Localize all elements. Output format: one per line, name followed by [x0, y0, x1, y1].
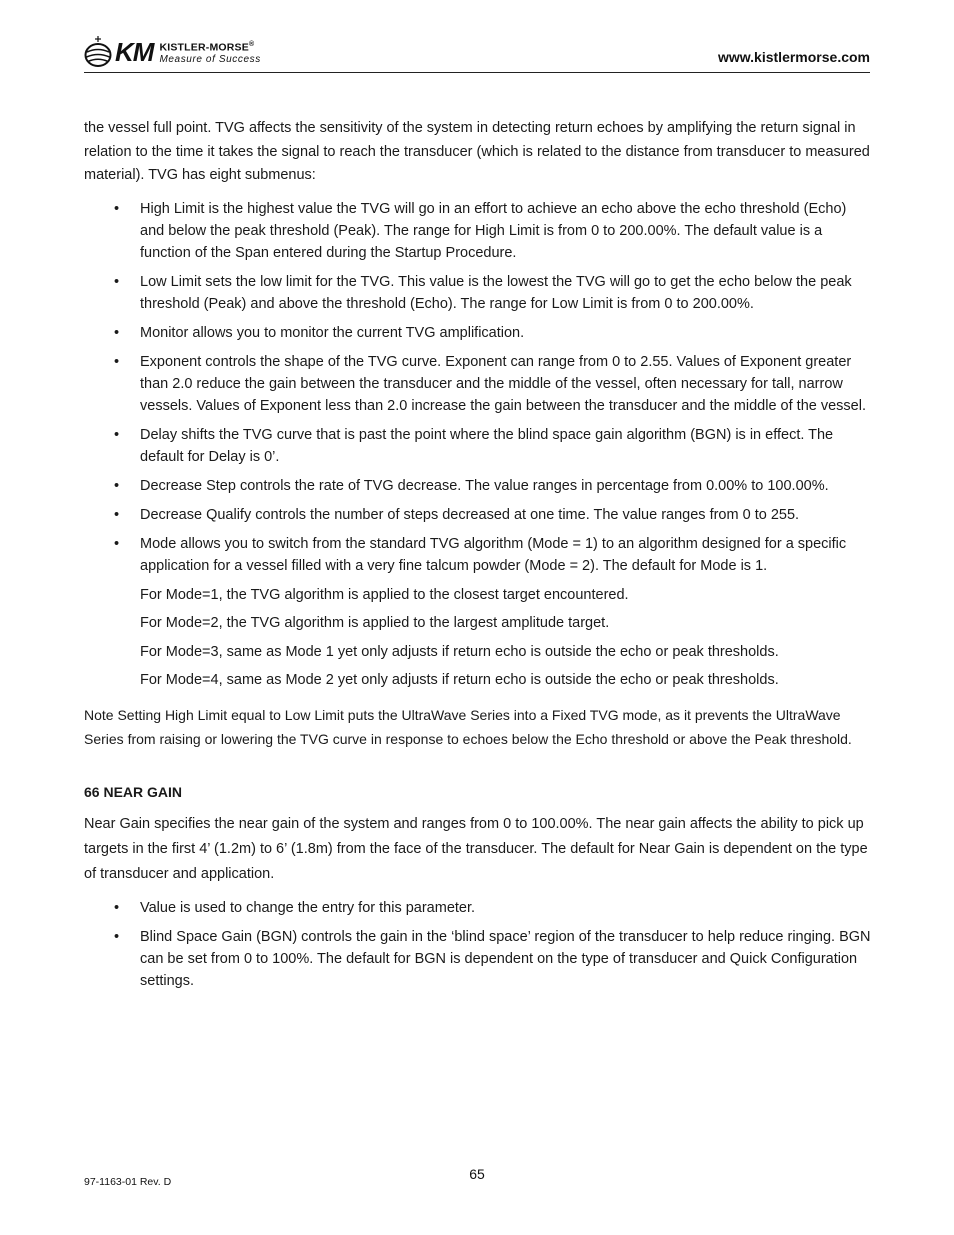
list-item: • Monitor allows you to monitor the current TVG amplification. [84, 322, 874, 344]
list-item: • Delay shifts the TVG curve that is past the point where the blind space gain algorithm (BGN) is in effect. The default for Delay is 0’. [84, 424, 874, 468]
near-gain-paragraph: Near Gain specifies the near gain of the system and ranges from 0 to 100.00%. The near gain affects the ability to pick up targets in the first 4’ (1.2m) to 6’ (1.8m) from the face of the transducer. The default for Near Gain is dependent on the type of transducer and application. [84, 816, 868, 882]
website-link[interactable]: www.kistlermorse.com [718, 49, 870, 65]
list-item: • Exponent controls the shape of the TVG curve. Exponent can range from 0 to 2.55. Values of Exponent greater than 2.0 reduce the gain between the transducer and the middle of the vessel, often necessary for tall, narrow vessels. Values of Exponent less than 2.0 increase the gain between the transducer and the middle of the vessel. [84, 351, 874, 417]
mode-note: For Mode=1, the TVG algorithm is applied to the closest target encountered. [140, 586, 629, 603]
logo-brand-name: KISTLER-MORSE [159, 41, 249, 54]
note-paragraph: Note Setting High Limit equal to Low Limit puts the UltraWave Series into a Fixed TVG mode, as it prevents the UltraWave Series from raising or lowering the TVG curve in response to echoes below the Echo threshold or above the Peak threshold. [84, 707, 852, 747]
company-logo [84, 34, 261, 70]
mode-note: For Mode=2, the TVG algorithm is applied to the largest amplitude target. [140, 615, 610, 631]
intro-paragraph: the vessel full point. TVG affects the sensitivity of the system in detecting return echoes by amplifying the return signal in relation to the time it takes the signal to reach the transducer (which is related to the distance from transducer to measured material). TVG has eight submenus: [84, 120, 870, 183]
logo-emblem-icon [84, 35, 112, 69]
list-item: • Blind Space Gain (BGN) controls the gain in the ‘blind space’ region of the transducer to help reduce ringing. BGN can be set from 0 to 100%. The default for BGN is dependent on the type of transducer and Quick Configuration settings. [84, 926, 874, 992]
document-number: 97-1163-01 Rev. D [84, 1176, 172, 1188]
list-item: • Mode allows you to switch from the standard TVG algorithm (Mode = 1) to an algorithm designed for a specific application for a vessel filled with a very fine talcum powder (Mode = 2). The default for Mode is 1. [84, 533, 874, 577]
list-item: • Low Limit sets the low limit for the TVG. This value is the lowest the TVG will go to get the echo below the peak threshold (Peak) and above the threshold (Echo). The range for Low Limit is from 0 to 200.00%. [84, 271, 874, 315]
list-item: • Decrease Qualify controls the number of steps decreased at one time. The value ranges from 0 to 255. [84, 504, 874, 526]
logo-initials: KM [115, 36, 154, 67]
mode-note: For Mode=3, same as Mode 1 yet only adjusts if return echo is outside the echo or peak thresholds. [140, 643, 779, 660]
logo-tagline: Measure of Success [159, 53, 261, 65]
tvg-submenu-list [84, 198, 874, 577]
section-heading: 66 NEAR GAIN [84, 784, 183, 800]
list-item: • Decrease Step controls the rate of TVG decrease. The value ranges in percentage from 0.00% to 100.00%. [84, 475, 874, 497]
mode-note: For Mode=4, same as Mode 2 yet only adjusts if return echo is outside the echo or peak thresholds. [140, 672, 779, 688]
page-number: 65 [469, 1166, 485, 1182]
list-item: • Value is used to change the entry for this parameter. [84, 897, 874, 919]
registered-mark: ® [248, 41, 255, 49]
list-item: • High Limit is the highest value the TVG will go in an effort to achieve an echo above the echo threshold (Echo) and below the peak threshold (Peak). The range for High Limit is from 0 to 200.00%. The default value is a function of the Span entered during the Startup Procedure. [84, 198, 874, 264]
page-header [84, 34, 870, 73]
page-content [84, 117, 874, 999]
near-gain-list [84, 897, 874, 992]
